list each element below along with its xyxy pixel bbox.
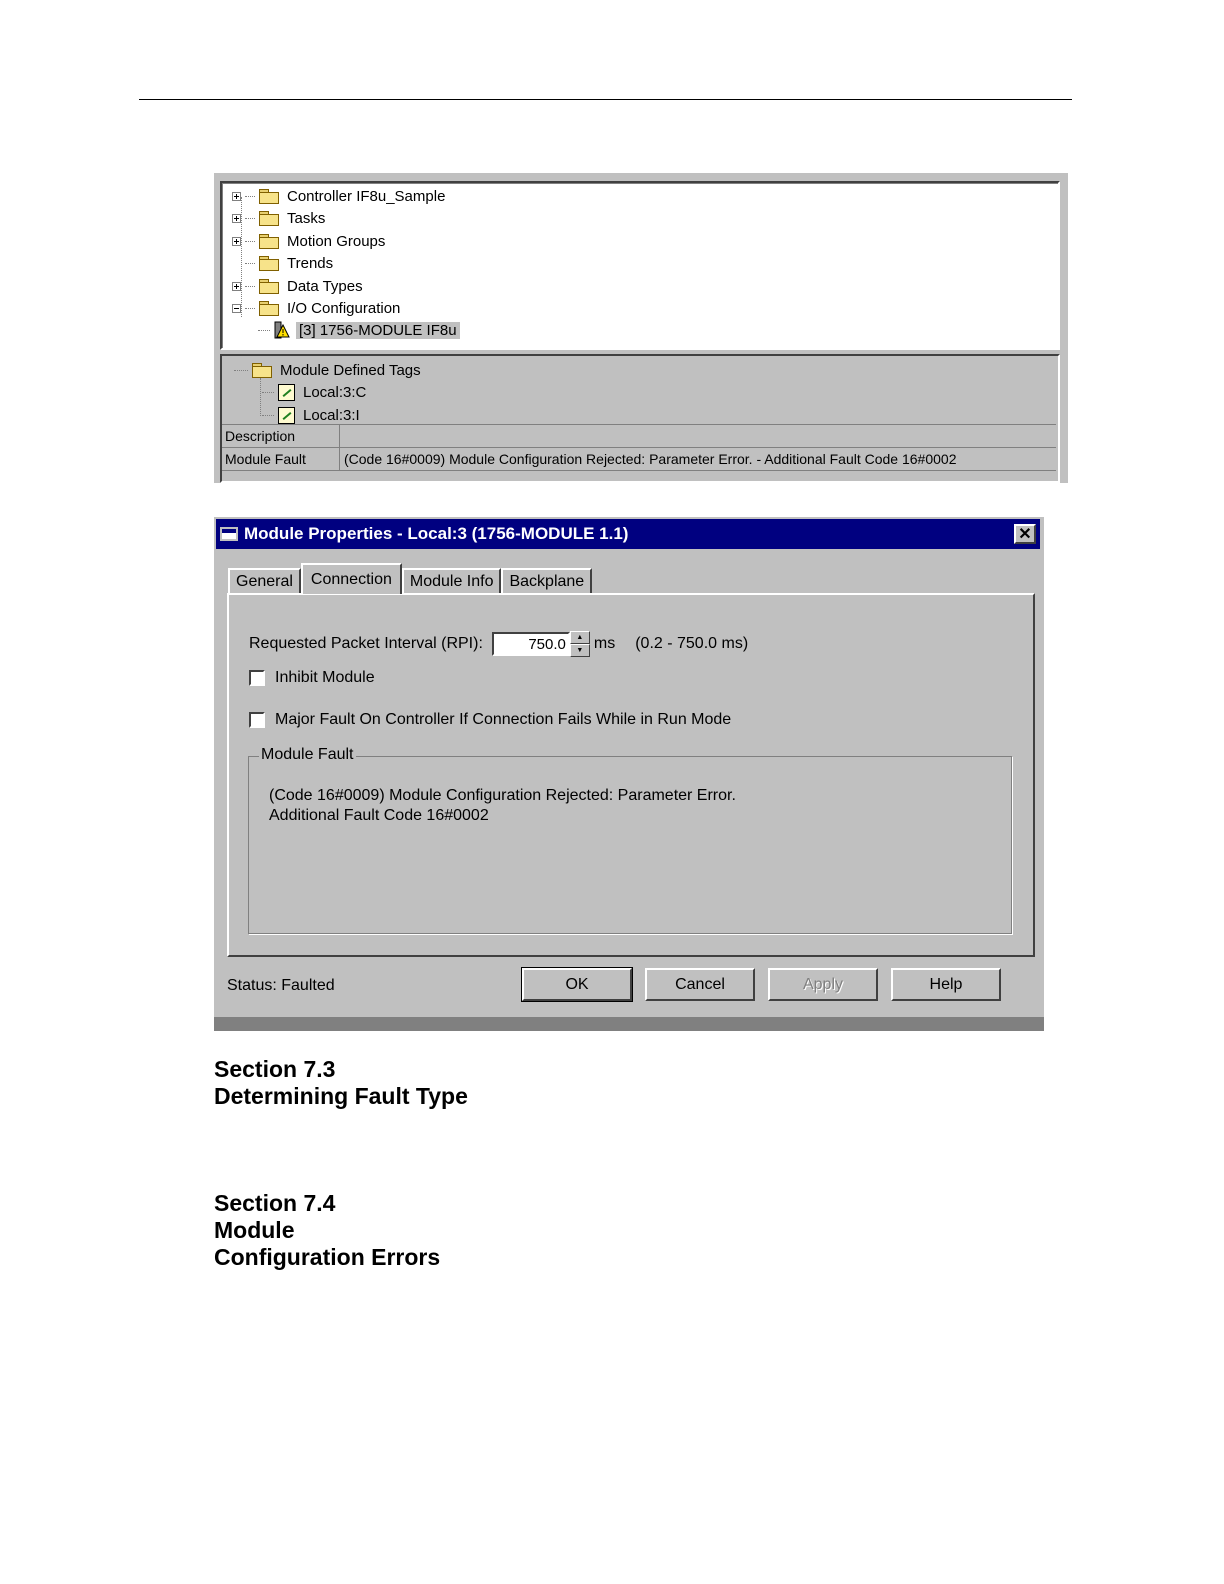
tag-label: Local:3:C — [303, 383, 367, 401]
warning-folder-icon — [259, 301, 279, 315]
tab-general[interactable]: General — [228, 568, 301, 594]
page-header-rule — [139, 99, 1072, 100]
connection-tab-panel — [227, 593, 1035, 957]
major-fault-row[interactable] — [249, 711, 731, 729]
dialog-titlebar[interactable] — [216, 519, 1040, 549]
spin-down-icon[interactable]: ▼ — [570, 644, 590, 657]
tab-strip — [228, 564, 592, 594]
section-7-3-heading — [214, 1056, 468, 1110]
section-title-line-2: Configuration Errors — [214, 1244, 441, 1270]
module-properties-dialog — [214, 517, 1044, 1031]
section-title: Determining Fault Type — [214, 1083, 468, 1109]
inhibit-module-label: Inhibit Module — [275, 669, 375, 686]
dialog-title: Module Properties - Local:3 (1756-MODULE 1.1) — [244, 524, 629, 543]
tree-item-label: Data Types — [287, 277, 363, 295]
property-row-description[interactable] — [222, 425, 1056, 448]
tree-item-tasks[interactable] — [232, 207, 325, 229]
tab-backplane[interactable]: Backplane — [501, 568, 592, 594]
tree-item-label: Controller IF8u_Sample — [287, 187, 446, 205]
tag-item-local3c[interactable] — [262, 381, 366, 403]
expand-icon[interactable] — [232, 237, 241, 246]
rpi-label: Requested Packet Interval (RPI): — [249, 635, 483, 652]
rpi-unit: ms — [593, 635, 616, 652]
spin-up-icon[interactable]: ▲ — [570, 631, 590, 644]
collapse-icon[interactable] — [232, 304, 241, 313]
rpi-row — [249, 631, 748, 657]
property-value: (Code 16#0009) Module Configuration Rejected: Parameter Error. - Additional Fault Code 16#0002 — [344, 451, 957, 467]
module-fault-group — [248, 746, 1012, 934]
inhibit-module-checkbox[interactable] — [249, 670, 265, 686]
ok-button[interactable]: OK — [522, 968, 632, 1001]
expand-icon[interactable] — [232, 192, 241, 201]
property-row-module-fault[interactable] — [222, 448, 1056, 471]
folder-icon — [259, 256, 279, 270]
property-key: Description — [222, 425, 340, 447]
tree-item-label: Trends — [287, 254, 334, 272]
rpi-spinner — [492, 631, 590, 657]
tags-and-properties-pane — [220, 354, 1060, 483]
folder-icon — [259, 211, 279, 225]
major-fault-checkbox[interactable] — [249, 712, 265, 728]
tree-item-label: I/O Configuration — [287, 299, 401, 317]
folder-icon — [259, 189, 279, 203]
tags-folder-label: Module Defined Tags — [280, 361, 421, 379]
inhibit-module-row[interactable] — [249, 669, 375, 687]
module-warning-icon — [274, 321, 290, 339]
folder-icon — [259, 279, 279, 293]
tree-item-motion-groups[interactable] — [232, 230, 385, 252]
tree-item-trends[interactable] — [232, 252, 333, 274]
major-fault-label: Major Fault On Controller If Connection Fails While in Run Mode — [275, 711, 732, 728]
tree-item-controller[interactable] — [232, 185, 445, 207]
cancel-button[interactable]: Cancel — [645, 968, 755, 1001]
tree-item-label: Tasks — [287, 209, 326, 227]
dialog-bottom-edge — [214, 1017, 1044, 1031]
open-folder-icon — [259, 234, 279, 248]
controller-tree[interactable] — [220, 181, 1060, 350]
property-key: Module Fault — [222, 448, 340, 470]
tree-item-module-if8u[interactable] — [258, 319, 460, 341]
window-icon[interactable] — [220, 527, 238, 541]
module-fault-legend: Module Fault — [261, 746, 354, 763]
expand-icon[interactable] — [232, 282, 241, 291]
properties-grid — [222, 424, 1056, 471]
section-7-4-heading — [214, 1190, 440, 1271]
help-button[interactable]: Help — [891, 968, 1001, 1001]
tag-item-local3i[interactable] — [262, 404, 360, 426]
expand-icon[interactable] — [232, 214, 241, 223]
section-title-line-1: Module — [214, 1217, 295, 1243]
tree-item-label: Motion Groups — [287, 232, 386, 250]
spinner-arrows — [570, 631, 590, 657]
tag-label: Local:3:I — [303, 406, 360, 424]
controller-organizer-panel — [214, 173, 1068, 483]
fault-line-1: (Code 16#0009) Module Configuration Rejected: Parameter Error. — [269, 787, 736, 804]
module-defined-tags-folder[interactable] — [234, 359, 421, 381]
apply-button[interactable]: Apply — [768, 968, 878, 1001]
tree-item-label: [3] 1756-MODULE IF8u — [296, 322, 460, 339]
tree-item-data-types[interactable] — [232, 275, 363, 297]
tree-connector-line — [260, 378, 261, 416]
open-folder-icon — [252, 363, 272, 377]
tag-icon — [278, 407, 295, 424]
status-text: Status: Faulted — [227, 977, 335, 994]
module-fault-text — [269, 786, 736, 826]
tag-icon — [278, 384, 295, 401]
close-button[interactable]: ✕ — [1014, 524, 1036, 544]
rpi-input[interactable] — [492, 632, 570, 656]
fault-line-2: Additional Fault Code 16#0002 — [269, 807, 489, 824]
section-number: Section 7.3 — [214, 1056, 336, 1082]
tab-module-info[interactable]: Module Info — [402, 568, 502, 594]
tab-connection[interactable]: Connection — [301, 563, 402, 594]
section-number: Section 7.4 — [214, 1190, 336, 1216]
tree-item-io-configuration[interactable] — [232, 297, 400, 319]
rpi-range: (0.2 - 750.0 ms) — [635, 635, 749, 652]
